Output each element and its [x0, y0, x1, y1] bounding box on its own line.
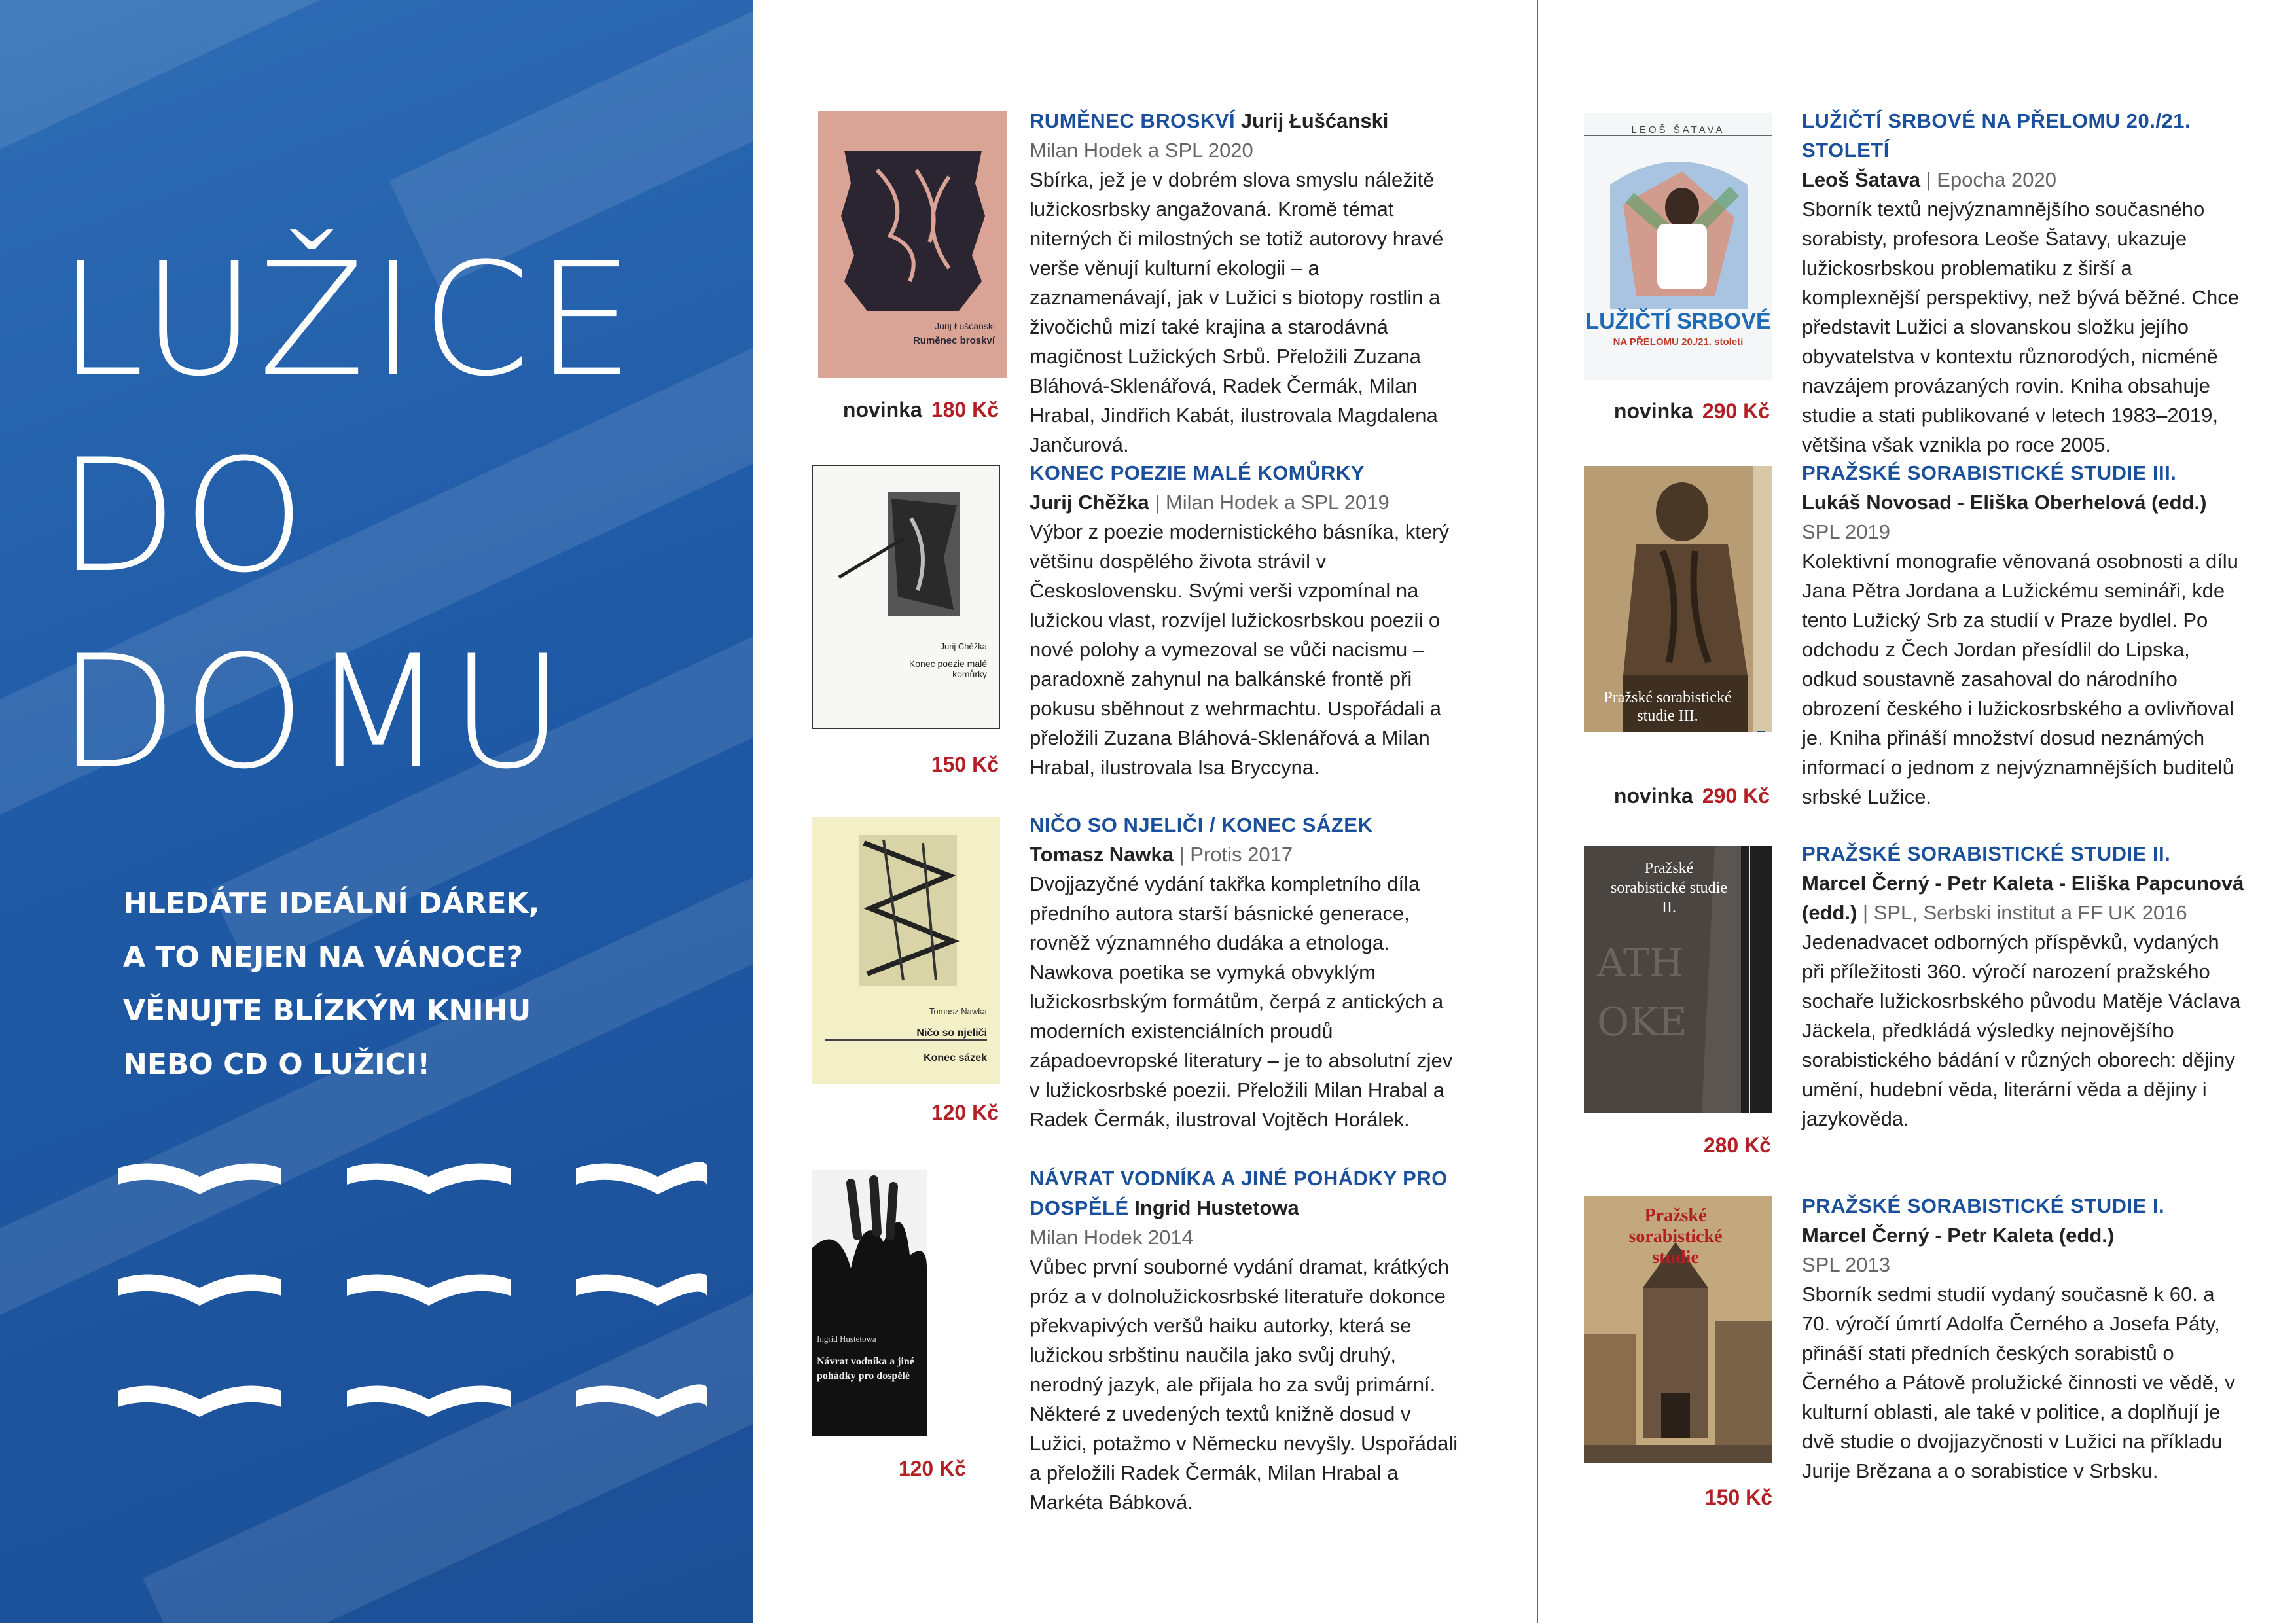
- price-line: [812, 1457, 966, 1481]
- book-title: NÁVRAT VODNÍKA A JINÉ POHÁDKY PRO DOSPĚLÉ: [1030, 1167, 1448, 1219]
- price-line: [818, 398, 999, 422]
- book-price: 180 Kč: [931, 398, 999, 421]
- tagline: [123, 877, 539, 1092]
- book-description: Vůbec první souborné vydání dramat, krátkých próz a v dolnolužickosrbské literatuře dokonce překvapivých veršů haiku autorky, která se lužickou srbštinu naučila jako svůj druhý, nerodný jazyk, ale přijala ho za svůj primární. Některé z uvedených textů knižně dosud v Lužici, potažmo v Německu nevyšly. Uspořádali a přeložili Radek Čermák, Milan Hrabal a Markéta Bábková.: [1030, 1255, 1458, 1514]
- cover-title: Pražské sorabistické studie III.: [1604, 689, 1732, 724]
- book-title: PRAŽSKÉ SORABISTICKÉ STUDIE III.: [1802, 461, 2177, 484]
- book-description: Kolektivní monografie věnovaná osobnosti a dílu Jana Pětra Jordana a Lužickému semináři, kde tento Lužický Srb za studií v Praze bydlel. Po odchodu z Čech Jordan přesídlil do Lipska, odkud soustavně zasahoval do národního obrození českého i lužickosrbského a ovlivňoval je. Kniha přináší množství dosud neznámých informací o jednom z nejvýznamnějších buditelů srbské Lužice.: [1802, 550, 2238, 808]
- book-publisher: Epocha 2020: [1937, 168, 2056, 191]
- book-title: NIČO SO NJELIČI / KONEC SÁZEK: [1030, 813, 1373, 836]
- book-author: Leoš Šatava: [1802, 168, 1920, 191]
- price-line: [1584, 1486, 1772, 1510]
- cover-title: Návrat vodníka a jiné pohádky pro dospělé: [817, 1356, 914, 1382]
- book-price: 150 Kč: [931, 753, 999, 776]
- book-price: 290 Kč: [1702, 784, 1770, 808]
- svg-text:OKE: OKE: [1597, 999, 1687, 1045]
- book-title: PRAŽSKÉ SORABISTICKÉ STUDIE II.: [1802, 842, 2171, 865]
- book-price: 150 Kč: [1704, 1486, 1772, 1509]
- book-description: Jedenadvacet odborných příspěvků, vydaných při příležitosti 360. výročí narození pražského sochaře lužickosrbského původu Matěje Václava Jäckela, předkládá výsledky nejnovějšího sorabistického bádání v různých oborech: dějiny umění, hudební věda, literární věda a dějiny i jazykověda.: [1802, 931, 2241, 1130]
- book-text: [1030, 106, 1460, 459]
- book-description: Sborník sedmi studií vydaný současně k 60. a 70. výročí úmrtí Adolfa Černého a Josefa Páty, přináší stati předních českých sorabistů o Černého a Pátově prolužické činnosti ve vědě, v kulturní oblasti, ale také v politice, a doplňují je dvě studie o dvojjazyčnosti v Lužici na příkladu Jurije Brězana a o sorabistice v Srbsku.: [1802, 1283, 2235, 1482]
- book-title: PRAŽSKÉ SORABISTICKÉ STUDIE I.: [1802, 1194, 2165, 1217]
- price-line: [1584, 784, 1770, 808]
- book-publisher: Milan Hodek a SPL 2019: [1165, 491, 1390, 514]
- book-text: [1802, 1191, 2247, 1486]
- tagline-line-1: HLEDÁTE IDEÁLNÍ DÁREK,: [123, 887, 540, 920]
- cover-title: Ničo so njeliči: [825, 1027, 987, 1041]
- bird-icon: [118, 1385, 281, 1417]
- bird-icon: [576, 1273, 707, 1306]
- cover-author: Jurij Chěžka: [940, 641, 987, 651]
- title-line-2: DO DOMU: [58, 426, 570, 804]
- book-cover: [1584, 846, 1772, 1113]
- book-title: RUMĚNEC BROSKVÍ: [1030, 109, 1236, 132]
- book-description: Dvojjazyčné vydání takřka kompletního díla předního autora starší básnické generace, rovněž významného dudáka a etnologa. Nawkova poetika se vymyká obvyklým lužickosrbským formátům, čerpá z antických a moderních existenciálních proudů západoevropské literatury – je to absolutní zjev v lužickosrbské poezii. Přeložili Milan Hrabal a Radek Čermák, ilustroval Vojtěch Horálek.: [1030, 872, 1453, 1131]
- birds-ornament: [118, 1158, 707, 1440]
- book-publisher: SPL 2019: [1802, 520, 1891, 543]
- price-line: [812, 753, 999, 777]
- cover-panel: [0, 0, 753, 1623]
- book-price: 120 Kč: [931, 1101, 999, 1124]
- tagline-line-3: VĚNUJTE BLÍZKÝM KNIHU: [123, 994, 531, 1027]
- book-publisher: Milan Hodek a SPL 2020: [1030, 139, 1253, 162]
- novelty-badge: novinka: [1613, 399, 1693, 423]
- brochure-title: [58, 223, 753, 812]
- book-author: Ingrid Hustetowa: [1134, 1196, 1299, 1219]
- cover-author: Jurij Łušćanski: [935, 321, 995, 331]
- book-cover: [812, 1170, 927, 1436]
- book-description: Výbor z poezie modernistického básníka, který většinu dospělého života strávil v Československu. Svými verši vzpomínal na lužickou vlast, rozvíjel lužickosrbskou poezii o nové polohy a vymezoval se vůči nacismu – paradoxně zahynul na balkánské frontě při pokusu sběhnout z wehrmachtu. Uspořádali a přeložili Zuzana Bláhová-Sklenářová a Milan Hrabal, ilustrovala Isa Bryccyna.: [1030, 520, 1449, 779]
- book-publisher: SPL 2013: [1802, 1253, 1891, 1276]
- book-text: LUŽIČTÍ SRBOVÉ NA PŘELOMU 20./21. STOLETÍ Leoš Šatava | Epocha 2020 Sborník textů nejvýznamnějšího současného sorabisty, profesora Leoše Šatavy, ukazuje lužickosrbskou problematiku z širší a komplexnější perspektivy, než bývá běžné. Chce představit Lužici a slovanskou složku jejího obyvatelstva v kontextu různorodých, nicméně navzájem provázaných rovin. Kniha obsahuje studie a stati publikované v letech 1983–2019, většina však vznikla po roce 2005.: [1802, 106, 2247, 459]
- book-cover: [1584, 1196, 1772, 1463]
- book-price: 120 Kč: [898, 1457, 966, 1480]
- book-publisher: Milan Hodek 2014: [1030, 1226, 1193, 1249]
- price-line: [812, 1101, 999, 1125]
- column-divider: [1537, 0, 1538, 1623]
- book-text: KONEC POEZIE MALÉ KOMŮRKY Jurij Chěžka | Milan Hodek a SPL 2019 Výbor z poezie modernistického básníka, který většinu dospělého života strávil v Československu. Svými verši vzpomínal na lužickou vlast, rozvíjel lužickosrbskou poezii o nové polohy a vymezoval se vůči nacismu – paradoxně zahynul na balkánské frontě při pokusu sběhnout z wehrmachtu. Uspořádali a přeložili Zuzana Bláhová-Sklenářová a Milan Hrabal, ilustrovala Isa Bryccyna.: [1030, 458, 1460, 782]
- book-title: LUŽIČTÍ SRBOVÉ NA PŘELOMU 20./21. STOLETÍ: [1802, 109, 2191, 162]
- bird-icon: [118, 1274, 281, 1306]
- book-author: Marcel Černý - Petr Kaleta - Eliška Papcunová (edd.): [1802, 872, 2244, 924]
- cover-author: Tomasz Nawka: [929, 1007, 987, 1016]
- tagline-line-4: NEBO CD O LUŽICI!: [123, 1048, 431, 1081]
- novelty-badge: novinka: [1613, 784, 1693, 808]
- book-cover: [812, 465, 1000, 729]
- cover-author: LEOŠ ŠATAVA: [1584, 124, 1772, 136]
- svg-text:ATH: ATH: [1597, 940, 1684, 986]
- book-price: 280 Kč: [1703, 1133, 1771, 1157]
- bird-icon: [118, 1163, 281, 1194]
- cover-title: Pražské sorabistické studie: [1628, 1205, 1723, 1268]
- book-author: Lukáš Novosad - Eliška Oberhelová (edd.): [1802, 491, 2207, 514]
- bird-icon: [576, 1384, 707, 1417]
- book-publisher: SPL, Serbski institut a FF UK 2016: [1873, 901, 2187, 924]
- title-line-1: LUŽICE: [58, 230, 639, 411]
- cover-title: Ruměnec broskví: [912, 335, 995, 346]
- price-line: [1584, 399, 1770, 423]
- book-cover: [1584, 466, 1772, 732]
- book-cover: [818, 111, 1007, 378]
- cover-title: Konec poezie malé komůrky: [908, 658, 987, 679]
- book-author: Jurij Chěžka: [1030, 491, 1149, 514]
- cover-title-2: Konec sázek: [924, 1052, 987, 1063]
- book-publisher: Protis 2017: [1190, 843, 1293, 866]
- novelty-badge: novinka: [842, 398, 922, 421]
- price-line: [1584, 1133, 1771, 1158]
- book-text: NIČO SO NJELIČI / KONEC SÁZEK Tomasz Nawka | Protis 2017 Dvojjazyčné vydání takřka kompletního díla předního autora starší básnické generace, rovněž významného dudáka a etnologa. Nawkova poetika se vymyká obvyklým lužickosrbským formátům, čerpá z antických a moderních existenciálních proudů západoevropské literatury – je to absolutní zjev v lužickosrbské poezii. Přeložili Milan Hrabal a Radek Čermák, ilustroval Vojtěch Horálek.: [1030, 810, 1460, 1134]
- book-title: KONEC POEZIE MALÉ KOMŮRKY: [1030, 461, 1365, 484]
- book-cover: [812, 817, 1000, 1084]
- bird-icon: [576, 1162, 707, 1194]
- book-description: Sbírka, jež je v dobrém slova smyslu náležitě lužickosrbsky angažovaná. Kromě témat niterných či milostných se totiž autorovy hravé verše věnují kulturní ekologii – a zaznamenávají, jak v Lužici s biotopy rostlin a živočichů mizí také krajina a starodávná magičnost Lužických Srbů. Přeložili Zuzana Bláhová-Sklenářová, Radek Čermák, Milan Hrabal, Jindřich Kabát, ilustrovala Magdalena Jančurová.: [1030, 168, 1444, 456]
- book-text: PRAŽSKÉ SORABISTICKÉ STUDIE II. Marcel Černý - Petr Kaleta - Eliška Papcunová (edd.) | SPL, Serbski institut a FF UK 2016 Jedenadvacet odborných příspěvků, vydaných při příležitosti 360. výročí narození pražského sochaře lužickosrbského původu Matěje Václava Jäckela, předkládá výsledky nejnovějšího sorabistického bádání v různých oborech: dějiny umění, hudební věda, literární věda a dějiny i jazykověda.: [1802, 839, 2247, 1133]
- book-description: Sborník textů nejvýznamnějšího současného sorabisty, profesora Leoše Šatavy, ukazuje lužickosrbskou problematiku z širší a komplexnější perspektivy, než bývá běžné. Chce představit Lužici a slovanskou složku jejího obyvatelstva v kontextu různorodých, nicméně navzájem provázaných rovin. Kniha obsahuje studie a stati publikované v letech 1983–2019, většina však vznikla po roce 2005.: [1802, 198, 2239, 456]
- book-cover: [1584, 113, 1772, 380]
- book-author: Marcel Černý - Petr Kaleta (edd.): [1802, 1224, 2115, 1247]
- cover-author: Ingrid Hustetowa: [817, 1334, 876, 1344]
- book-author: Tomasz Nawka: [1030, 843, 1174, 866]
- bird-icon: [347, 1274, 511, 1306]
- book-text: [1030, 1164, 1460, 1517]
- bird-icon: [347, 1385, 511, 1417]
- book-price: 290 Kč: [1702, 399, 1770, 423]
- book-author: Jurij Łušćanski: [1240, 109, 1389, 132]
- bird-icon: [347, 1163, 511, 1194]
- tagline-line-2: A TO NEJEN NA VÁNOCE?: [123, 940, 523, 974]
- book-text: [1802, 458, 2247, 812]
- cover-title: Pražské sorabistické studie II.: [1611, 860, 1727, 916]
- cover-title: LUŽIČTÍ SRBOVÉ: [1585, 309, 1771, 334]
- cover-title-2: NA PŘELOMU 20./21. století: [1613, 336, 1744, 348]
